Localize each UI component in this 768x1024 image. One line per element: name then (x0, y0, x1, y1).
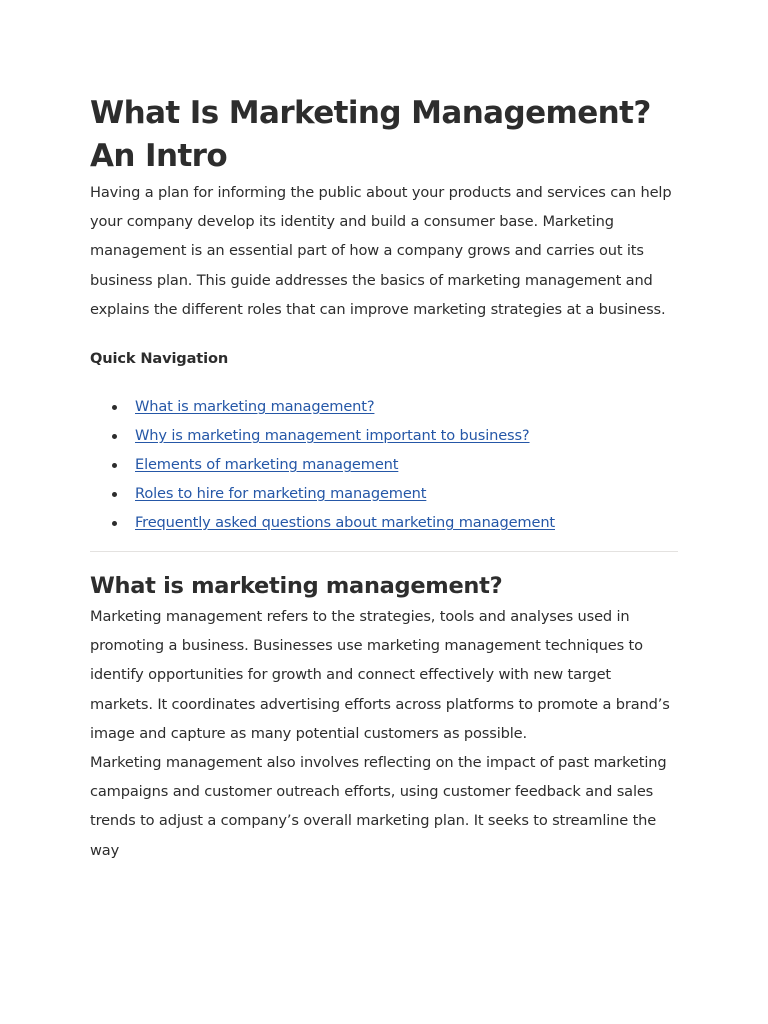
section-paragraph: Marketing management also involves reflecting on the impact of past marketing campaigns and customer outreach efforts, using customer feedback and sales trends to adjust a company’s overall marketing plan. It seeks to streamline the way (90, 754, 667, 859)
nav-link-faq[interactable]: Frequently asked questions about marketing management (135, 514, 555, 532)
nav-link-why-important[interactable]: Why is marketing management important to business? (135, 427, 530, 445)
quick-navigation-label: Quick Navigation (90, 350, 229, 368)
list-item (90, 508, 678, 537)
nav-link-elements[interactable]: Elements of marketing management (135, 456, 399, 474)
list-item (90, 392, 678, 421)
bullet-icon (112, 434, 117, 439)
bullet-icon (112, 492, 117, 497)
intro-paragraph: Having a plan for informing the public about your products and services can help your company develop its identity and build a consumer base. Marketing management is an essential part of how a company grows and carries out its business plan. This guide addresses the basics of marketing management and explains the different roles that can improve marketing strategies at a business. (90, 184, 672, 318)
nav-link-what-is[interactable]: What is marketing management? (135, 398, 375, 416)
quick-navigation-list (90, 392, 678, 537)
section-heading: What is marketing management? (90, 573, 503, 600)
article (90, 92, 678, 865)
bullet-icon (112, 521, 117, 526)
list-item (90, 421, 678, 450)
bullet-icon (112, 463, 117, 468)
list-item (90, 450, 678, 479)
page-title: What Is Marketing Management? An Intro (90, 95, 651, 174)
nav-link-roles[interactable]: Roles to hire for marketing management (135, 485, 427, 503)
section-paragraph: Marketing management refers to the strategies, tools and analyses used in promoting a business. Businesses use marketing management techniques to identify opportunities for growth and connect effectively with new target markets. It coordinates advertising efforts across platforms to promote a brand’s image and capture as many potential customers as possible. (90, 608, 670, 742)
bullet-icon (112, 405, 117, 410)
list-item (90, 479, 678, 508)
section-divider (90, 551, 678, 552)
